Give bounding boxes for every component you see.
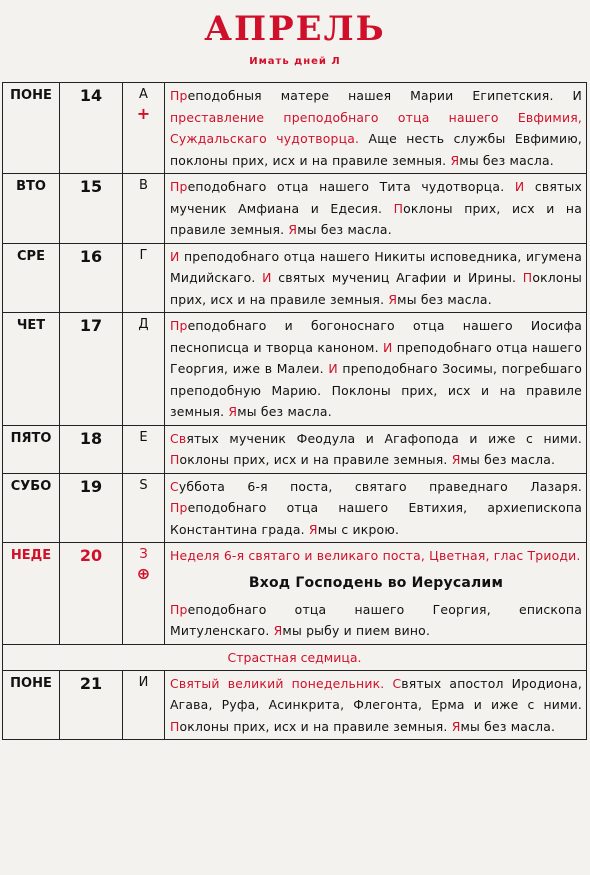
rubric-text: Пр bbox=[170, 179, 188, 194]
entry-text: преподобнаго отца нашего Георгия, иже в Малеи. bbox=[170, 339, 582, 376]
entry-cell bbox=[165, 83, 587, 174]
weekday-label: ПЯТО bbox=[10, 430, 52, 446]
date-cell bbox=[60, 670, 123, 740]
calendar-row bbox=[3, 243, 587, 313]
rubric-text: П bbox=[393, 200, 404, 216]
entry-text: еподобнаго отца нашего Тита чудотворца. bbox=[187, 179, 515, 194]
letter-cell bbox=[123, 313, 165, 426]
entry-paragraph bbox=[165, 671, 586, 740]
date-number: 21 bbox=[79, 673, 103, 693]
weekday-label: ВТО bbox=[16, 179, 46, 194]
entry-paragraph bbox=[165, 597, 586, 644]
church-letter: S bbox=[139, 477, 148, 493]
rubric-text: Неделя 6-я святаго и великаго поста, Цветная, глас Триоди. bbox=[170, 548, 581, 563]
rubric-text: Я bbox=[451, 452, 461, 467]
church-letter: З ⊕ bbox=[123, 543, 164, 582]
entry-text: оклоны прих, исх и на правиле земныя. bbox=[170, 270, 582, 307]
entry-paragraph bbox=[165, 83, 586, 173]
calendar-row bbox=[3, 473, 587, 543]
entry-cell bbox=[165, 670, 587, 740]
entry-cell bbox=[165, 543, 587, 645]
entry-paragraph bbox=[165, 313, 586, 425]
church-letter: Е bbox=[139, 429, 148, 445]
entry-text: мы без масла. bbox=[459, 152, 554, 168]
weekday-cell bbox=[3, 473, 60, 543]
church-letter: Д bbox=[138, 317, 149, 332]
date-cell bbox=[60, 83, 123, 174]
rubric-text: Пр bbox=[170, 601, 188, 617]
days-count: Имать дней Л bbox=[249, 56, 341, 67]
letter-cell bbox=[123, 174, 165, 244]
calendar-row bbox=[3, 670, 587, 740]
entry-text: еподобнаго отца нашего Георгия, епископа Митуленскаго. bbox=[170, 601, 582, 638]
entry-text: еподобнаго и богоноснаго отца нашего Иосифа песнописца и творца каноном. bbox=[170, 318, 582, 355]
entry-paragraph bbox=[165, 543, 586, 569]
weekday-label: ЧЕТ bbox=[16, 318, 46, 333]
rubric-text: Я bbox=[388, 291, 398, 307]
letter-cell bbox=[123, 543, 165, 645]
entry-text: мы без масла. bbox=[460, 718, 556, 734]
date-number: 18 bbox=[79, 428, 103, 448]
entry-text: мы с икрою. bbox=[317, 521, 400, 537]
feast-circle-cross-icon: ⊕ bbox=[136, 564, 151, 583]
weekday-label: ПОНЕ bbox=[10, 88, 52, 103]
rubric-text: Св bbox=[170, 430, 187, 446]
entry-paragraph bbox=[165, 426, 586, 473]
entry-cell bbox=[165, 243, 587, 313]
entry-cell bbox=[165, 425, 587, 473]
rubric-text: С bbox=[392, 675, 402, 691]
letter-cell bbox=[123, 670, 165, 740]
date-cell bbox=[60, 243, 123, 313]
date-number: 17 bbox=[79, 316, 103, 335]
date-cell bbox=[60, 313, 123, 426]
weekday-cell bbox=[3, 670, 60, 740]
rubric-text: И bbox=[328, 361, 338, 376]
calendar-row bbox=[3, 543, 587, 645]
entry-text: святых мучениц Агафии и Ирины. bbox=[271, 270, 523, 285]
rubric-text: Я bbox=[308, 521, 318, 537]
entry-text: оклоны прих, исх и на правиле земныя. bbox=[179, 452, 452, 467]
rubric-text: Пр bbox=[170, 318, 188, 333]
calendar-row bbox=[3, 83, 587, 174]
rubric-text: Пр bbox=[170, 88, 188, 103]
entry-text: оклоны прих, исх и на правиле земныя. bbox=[179, 718, 452, 734]
cross-icon: + bbox=[136, 104, 151, 123]
weekday-label: НЕДЕ bbox=[10, 548, 52, 563]
entry-paragraph bbox=[165, 174, 586, 243]
section-title: Страстная седмица. bbox=[227, 649, 362, 665]
entry-text: преподобнаго отца нашего Никиты исповедника, игумена Мидийскаго. bbox=[170, 248, 582, 285]
letter-cell bbox=[123, 243, 165, 313]
rubric-text: И bbox=[262, 270, 272, 285]
rubric-text: П bbox=[170, 718, 180, 734]
entry-text: святых мученик Амфиана и Едесия. bbox=[170, 179, 582, 216]
church-letter: В bbox=[139, 178, 148, 193]
entry-text: оклоны прих, исх и на правиле земныя. bbox=[170, 200, 582, 237]
weekday-cell bbox=[3, 243, 60, 313]
weekday-cell bbox=[3, 425, 60, 473]
entry-cell bbox=[165, 174, 587, 244]
entry-text: Аще несть службы Евфимию, поклоны прих, исх и на правиле земныя. bbox=[170, 131, 582, 168]
rubric-text: Я bbox=[450, 152, 460, 168]
section-row bbox=[3, 644, 587, 670]
weekday-cell bbox=[3, 83, 60, 174]
entry-cell bbox=[165, 473, 587, 543]
entry-text: мы без масла. bbox=[397, 291, 492, 307]
entry-paragraph bbox=[165, 474, 586, 543]
church-letter: Г bbox=[139, 247, 148, 263]
church-letter: А + bbox=[123, 83, 164, 122]
date-number: 20 bbox=[79, 546, 103, 565]
letter-cell bbox=[123, 473, 165, 543]
month-title: АПРЕЛЬ bbox=[204, 9, 386, 49]
entry-text: преподобнаго Зосимы, погребшаго преподобную Марию. Поклоны прих, исх и на правиле земныя. bbox=[170, 361, 582, 419]
entry-text: еподобнаго отца нашего Евтихия, архиепископа Константина града. bbox=[170, 500, 582, 537]
calendar-row bbox=[3, 425, 587, 473]
rubric-text: Я bbox=[228, 404, 238, 419]
rubric-text: И bbox=[514, 179, 525, 194]
section-cell bbox=[3, 644, 587, 670]
entry-paragraph bbox=[165, 244, 586, 313]
entry-text: мы без масла. bbox=[237, 404, 332, 419]
church-letter: И bbox=[138, 674, 149, 690]
letter-cell bbox=[123, 425, 165, 473]
rubric-text: П bbox=[522, 270, 533, 285]
weekday-label: СУБО bbox=[10, 478, 52, 494]
weekday-cell bbox=[3, 543, 60, 645]
rubric-text: Я bbox=[288, 222, 298, 237]
rubric-text: С bbox=[170, 478, 179, 494]
weekday-label: ПОНЕ bbox=[10, 675, 52, 691]
entry-text: мы без масла. bbox=[297, 222, 392, 237]
calendar-row bbox=[3, 313, 587, 426]
calendar-row bbox=[3, 174, 587, 244]
date-cell bbox=[60, 174, 123, 244]
entry-text: мы рыбу и пием вино. bbox=[282, 623, 431, 638]
rubric-text: Пр bbox=[170, 500, 188, 515]
date-number: 16 bbox=[79, 246, 103, 266]
entry-text: уббота 6-я поста, святаго праведнаго Лазаря. bbox=[178, 478, 582, 494]
feast-title: Вход Господень во Иерусалим bbox=[248, 574, 504, 591]
entry-cell bbox=[165, 313, 587, 426]
rubric-text: И bbox=[170, 248, 180, 264]
date-cell bbox=[60, 543, 123, 645]
rubric-text: Святый великий понедельник. bbox=[170, 675, 385, 691]
date-number: 19 bbox=[79, 476, 103, 496]
weekday-cell bbox=[3, 174, 60, 244]
entry-text: ятых мученик Феодула и Агафопода и иже с ними. bbox=[186, 430, 582, 446]
date-number: 14 bbox=[79, 86, 103, 105]
date-number: 15 bbox=[79, 177, 103, 196]
date-cell bbox=[60, 473, 123, 543]
entry-text: вятых апостол Иродиона, Агава, Руфа, Асинкрита, Флегонта, Ерма и иже с ними. bbox=[170, 675, 582, 712]
entry-text: еподобныя матере нашея Марии Египетския. И bbox=[187, 88, 582, 103]
rubric-text: Я bbox=[451, 718, 461, 734]
date-cell bbox=[60, 425, 123, 473]
rubric-text: П bbox=[170, 452, 180, 467]
page-header bbox=[0, 0, 590, 82]
entry-text: мы без масла. bbox=[460, 452, 556, 467]
weekday-label: СРЕ bbox=[17, 248, 45, 264]
rubric-text: преставление преподобнаго отца нашего Евфимия, Суждальскаго чудотворца. bbox=[170, 109, 582, 146]
weekday-cell bbox=[3, 313, 60, 426]
rubric-text: Я bbox=[273, 623, 283, 638]
calendar-table bbox=[2, 82, 587, 740]
rubric-text: И bbox=[382, 339, 393, 355]
letter-cell bbox=[123, 83, 165, 174]
